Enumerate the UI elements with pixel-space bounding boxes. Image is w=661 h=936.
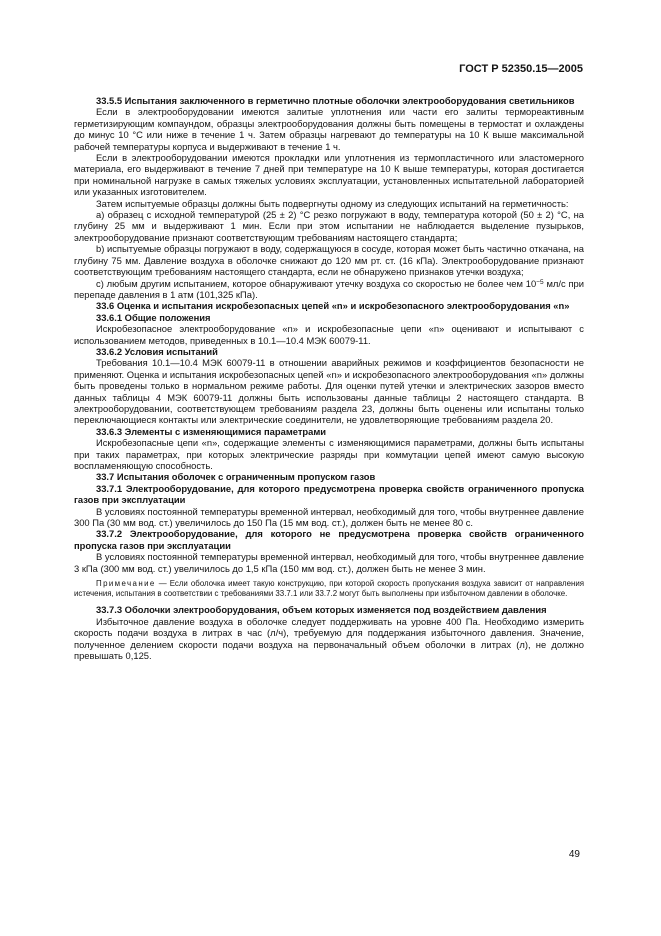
heading-33-7-3: 33.7.3 Оболочки электрооборудования, объем которых изменяется под воздействием давления (96, 604, 547, 616)
paragraph: Затем испытуемые образцы должны быть подвергнуты одному из следующих испытаний на герметичность: (96, 197, 569, 209)
paragraph: В условиях постоянной температуры временной интервал, необходимый для того, чтобы внутреннее давление 300 Па (30 мм вод. ст.) увеличилось до 150 Па (15 мм вод. ст.), должен быть не менее 80 с. (74, 505, 584, 529)
paragraph: Если в электрооборудовании имеются прокладки или уплотнения из термопластичного или эластомерного материала, его выдерживают в течение 7 дней при температуре на 10 К выше температуры, которая достигается при номинальной нагрузке в самых тяжелых условиях эксплуатации, установленных испытательной лабораторией или указанных изготовителем. (74, 152, 584, 198)
heading-33-7-2: 33.7.2 Электрооборудование, для которого не предусмотрена проверка свойств ограниченного пропуска газов при эксплуатации (74, 528, 584, 551)
heading-33-7-1: 33.7.1 Электрооборудование, для которого предусмотрена проверка свойств ограниченного пропуска газов при эксплуатации (74, 482, 584, 506)
list-item-c-tail: мл/с при перепаде давления в 1 атм (101,325 кПа). (74, 277, 584, 300)
paragraph: Требования 10.1—10.4 МЭК 60079-11 в отношении аварийных режимов и коэффициентов безопасности не применяют. Оценка и испытания искробезопасных цепей «n» и искробезопасного электрооборудования «n» должны быть проведены только в нормальном режиме работы. Для оценки путей утечки и электрических зазоров вместо данных таблицы 4 МЭК 60079-11 должны быть использованы данные таблицы 2 настоящего стандарта. В электрооборудовании, соответствующем требованиям раздела 23, должны быть оценены или испытаны только переключающиеся контакты или электрические соединители, не удовлетворяющие требованиям раздела 20. (74, 357, 584, 426)
document-body (74, 95, 584, 662)
list-item-c (74, 278, 584, 301)
paragraph: В условиях постоянной температуры временной интервал, необходимый для того, чтобы внутреннее давление 3 кПа (300 мм вод. ст.) увеличилось до 1,5 кПа (150 мм вод. ст.), должен быть не менее 3 мин. (74, 551, 584, 574)
paragraph: Если в электрооборудовании имеются залитые уплотнения или части его залиты термореактивным герметизирующим компаундом, образцы электрооборудования должны быть помещены в термостат и охлаждены до минус 10 °С или ниже в течение 1 ч. Затем образцы нагревают до температуры на 10 К выше максимальной рабочей температуры корпуса и выдерживают в течение 1 ч. (74, 106, 584, 152)
heading-33-6-1: 33.6.1 Общие положения (96, 311, 211, 323)
heading-33-6-2: 33.6.2 Условия испытаний (96, 345, 218, 357)
heading-33-5-5: 33.5.5 Испытания заключенного в герметично плотные оболочки электрооборудования светильников (96, 95, 575, 106)
page-number: 49 (568, 849, 580, 860)
note-text: — Если оболочка имеет такую конструкцию, при которой скорость пропускания воздуха зависит от направления истечения, испытания в соответствии с требованиями 33.7.1 или 33.7.2 могут быть выполнены при избыточном давлении в оболочке. (74, 579, 584, 599)
list-item-b: b) испытуемые образцы погружают в воду, содержащуюся в сосуде, которая может быть частично откачана, на глубину 75 мм. Давление воздуха в оболочке снижают до 120 мм рт. ст. (16 кПа). Электрооборудование признают соответствующим требованиям настоящего стандарта, если не обнаружено признаков утечки воздуха; (74, 243, 584, 278)
exponent: −5 (536, 278, 544, 286)
paragraph: Искробезопасное электрооборудование «n» и искробезопасные цепи «n» оценивают и испытывают с использованием методов, приведенных в 10.1—10.4 МЭК 60079-11. (74, 323, 584, 346)
heading-33-7: 33.7 Испытания оболочек с ограниченным пропуском газов (96, 471, 376, 483)
list-item-c-text: с) любым другим испытанием, которое обнаруживают утечку воздуха со скоростью не более чем 10 (96, 277, 537, 289)
note (74, 579, 584, 599)
paragraph: Искробезопасные цепи «n», содержащие элементы с изменяющимися параметрами, должны быть испытаны при таких параметрах, при которых электрические разряды при коммутации цепей имеют самую высокую воспламеняющую способность. (74, 437, 584, 471)
heading-33-6: 33.6 Оценка и испытания искробезопасных цепей «n» и искробезопасного электрооборудования «n» (96, 300, 570, 312)
paragraph: Избыточное давление воздуха в оболочке следует поддерживать на уровне 400 Па. Необходимо измерить скорость подачи воздуха в литрах в час (л/ч), требуемую для поддержания избыточного давления. Значение, полученное делением скорости подачи воздуха на первоначальный объем оболочки в литрах (л), не должно превышать 0,125. (74, 615, 584, 662)
document-code: ГОСТ Р 52350.15—2005 (459, 63, 583, 75)
note-lead: Примечание (96, 579, 156, 589)
list-item-a: а) образец с исходной температурой (25 ± 2) °С резко погружают в воду, температура которой (50 ± 2) °С, на глубину 25 мм и выдерживают 1 мин. Если при этом испытании не наблюдается выделение пузырьков, электрооборудование признают соответствующим требованиям настоящего стандарта; (74, 209, 584, 243)
heading-33-6-3: 33.6.3 Элементы с изменяющимися параметрами (96, 425, 327, 437)
